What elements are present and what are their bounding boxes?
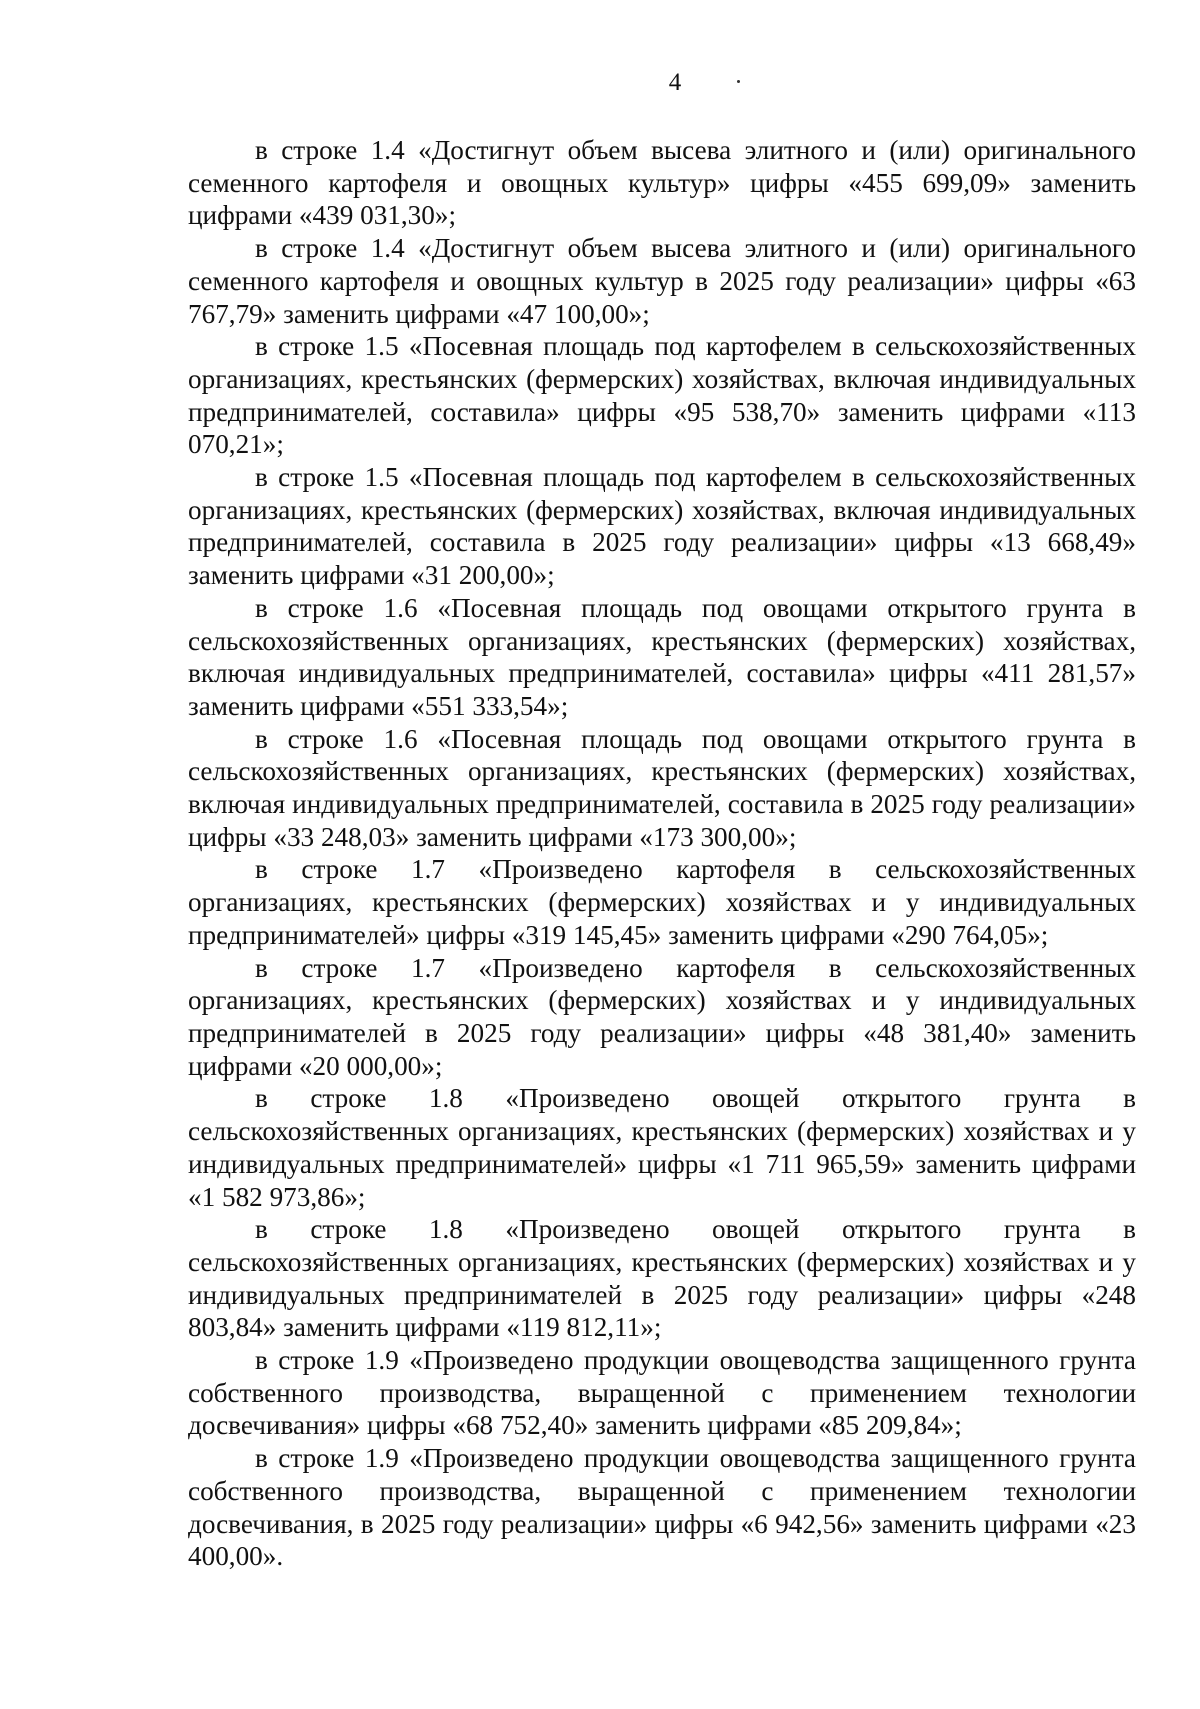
amendment-paragraph-1-9-a: в строке 1.9 «Произведено продукции овощеводства защищенного грунта собственного производства, выращенной с применением технологии досвечивания» цифры «68 752,40» заменить цифрами «85 209,84»;: [188, 1345, 1136, 1441]
scan-speck: [737, 80, 740, 83]
page-number: 4: [668, 69, 682, 96]
document-body: [188, 134, 1136, 1573]
amendment-paragraph-1-4-a: в строке 1.4 «Достигнут объем высева элитного и (или) оригинального семенного картофеля и овощных культур» цифры «455 699,09» заменить цифрами «439 031,30»;: [188, 135, 1136, 231]
amendment-paragraph-1-9-b: в строке 1.9 «Произведено продукции овощеводства защищенного грунта собственного производства, выращенной с применением технологии досвечивания, в 2025 году реализации» цифры «6 942,56» заменить цифрами «23 400,00».: [188, 1443, 1136, 1572]
amendment-paragraph-1-7-a: в строке 1.7 «Произведено картофеля в сельскохозяйственных организациях, крестьянских (фермерских) хозяйствах и у индивидуальных предпринимателей» цифры «319 145,45» заменить цифрами «290 764,05»;: [188, 854, 1136, 950]
amendment-paragraph-1-5-a: в строке 1.5 «Посевная площадь под картофелем в сельскохозяйственных организациях, крестьянских (фермерских) хозяйствах, включая индивидуальных предпринимателей, составила» цифры «95 538,70» заменить цифрами «113 070,21»;: [188, 331, 1136, 460]
amendment-paragraph-1-8-b: в строке 1.8 «Произведено овощей открытого грунта в сельскохозяйственных организациях, крестьянских (фермерских) хозяйствах и у индивидуальных предпринимателей в 2025 году реализации» цифры «248 803,84» заменить цифрами «119 812,11»;: [188, 1214, 1136, 1343]
amendment-paragraph-1-5-b: в строке 1.5 «Посевная площадь под картофелем в сельскохозяйственных организациях, крестьянских (фермерских) хозяйствах, включая индивидуальных предпринимателей, составила в 2025 году реализации» цифры «13 668,49» заменить цифрами «31 200,00»;: [188, 462, 1136, 591]
amendment-paragraph-1-6-a: в строке 1.6 «Посевная площадь под овощами открытого грунта в сельскохозяйственных организациях, крестьянских (фермерских) хозяйствах, включая индивидуальных предпринимателей, составила» цифры «411 281,57» заменить цифрами «551 333,54»;: [188, 592, 1136, 721]
amendment-paragraph-1-6-b: в строке 1.6 «Посевная площадь под овощами открытого грунта в сельскохозяйственных организациях, крестьянских (фермерских) хозяйствах, включая индивидуальных предпринимателей, составила в 2025 году реализации» цифры «33 248,03» заменить цифрами «173 300,00»;: [188, 723, 1136, 852]
amendment-paragraph-1-7-b: в строке 1.7 «Произведено картофеля в сельскохозяйственных организациях, крестьянских (фермерских) хозяйствах и у индивидуальных предпринимателей в 2025 году реализации» цифры «48 381,40» заменить цифрами «20 000,00»;: [188, 952, 1136, 1081]
amendment-paragraph-1-4-b: в строке 1.4 «Достигнут объем высева элитного и (или) оригинального семенного картофеля и овощных культур в 2025 году реализации» цифры «63 767,79» заменить цифрами «47 100,00»;: [188, 233, 1136, 329]
amendment-paragraph-1-8-a: в строке 1.8 «Произведено овощей открытого грунта в сельскохозяйственных организациях, крестьянских (фермерских) хозяйствах и у индивидуальных предпринимателей» цифры «1 711 965,59» заменить цифрами «1 582 973,86»;: [188, 1083, 1136, 1212]
